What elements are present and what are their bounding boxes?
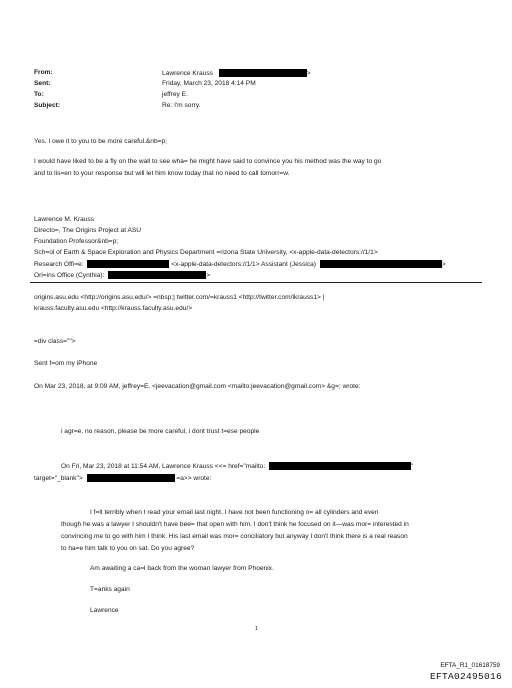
signature-professor: Foundation Professor&nb=p; bbox=[34, 238, 119, 245]
from-value bbox=[162, 69, 311, 78]
quoted-header-2-text: On Fri, Mar 23, 2018 at 11:54 AM, Lawrence Krauss <<= href="mailto: bbox=[61, 462, 266, 470]
redaction-block bbox=[108, 271, 206, 279]
sent-label: Sent: bbox=[34, 80, 51, 87]
message-line-2: though he was a lawyer I shouldn't have bee= that open with him. I don't think he focused on it—was mor= interested in bbox=[61, 521, 409, 528]
message-line-1: I f=lt terribly when I read your email last night. I have not been functioning o= all cylinders and even bbox=[90, 509, 379, 516]
to-label: To: bbox=[34, 91, 44, 98]
redaction-block bbox=[269, 462, 414, 470]
body-paragraph-2a: I would have liked to be a fly on the wall to see wha= he might have said to convince you his method was the way to go bbox=[34, 158, 382, 165]
redaction-block bbox=[320, 260, 442, 268]
target-blank-text: target="_blank"> bbox=[34, 474, 83, 482]
reply-message: i agr=e, no reason, please be more careful, i dont trust t=ese people bbox=[61, 428, 260, 435]
quoted-header-1: On Mar 23, 2018, at 9:09 AM, jeffrey=E. <jeevacation@gmail.com <mailto:jeevacation@gmail.com> &g=; wrote: bbox=[34, 383, 361, 390]
signature-school: Sch=ol of Earth & Space Exploration and Physics Department =rizona State University, <x-apple-data-detectors://1/1> bbox=[34, 249, 378, 256]
body-paragraph-1: Yes. I owe it to you to be more careful.&nb=p; bbox=[34, 138, 167, 145]
assistant-tail: > bbox=[441, 260, 446, 268]
message-line-6: T=anks again bbox=[90, 586, 130, 593]
sent-value: Friday, March 23, 2018 4:14 PM bbox=[162, 80, 256, 87]
from-label: From: bbox=[34, 69, 53, 76]
message-signoff: Lawrence bbox=[90, 607, 119, 614]
research-office-label: Research Offi=e: bbox=[34, 260, 84, 268]
subject-value: Re: I'm sorry. bbox=[162, 102, 201, 109]
quoted-header-2-line-1 bbox=[61, 462, 413, 471]
to-value: jeffrey E. bbox=[162, 91, 188, 98]
redaction-block bbox=[219, 69, 307, 77]
signature-divider bbox=[30, 282, 482, 283]
signature-title: Directo=, The Origins Project at ASU bbox=[34, 227, 142, 234]
quoted-header-2-tail: " bbox=[411, 462, 414, 470]
message-line-5: Am awaiting a ca=l back from the woman lawyer from Phoenix. bbox=[90, 565, 274, 572]
message-line-4: to ha=e him talk to you on sat. Do you agree? bbox=[61, 545, 195, 552]
page-number: 1 bbox=[255, 626, 259, 632]
footer-ref-1: EFTA_R1_01618759 bbox=[440, 662, 500, 669]
signature-links-1: origins.asu.edu <http://origins.asu.edu/> =nbsp;| twitter.com/=krauss1 <http://twitter.com/lkrauss1> | bbox=[34, 294, 325, 301]
body-paragraph-2b: and to lis=en to your response but will let him know today that no need to call tomorr=w. bbox=[34, 170, 290, 177]
sent-from-iphone: Sent f=om my iPhone bbox=[34, 360, 98, 367]
signature-origins-office bbox=[34, 271, 210, 280]
assistant-text: <x-apple-data-detectors://1/1> Assistant (Jessica) bbox=[171, 260, 317, 268]
signature-research-office bbox=[34, 260, 446, 269]
redaction-block bbox=[87, 260, 169, 268]
signature-links-2: krauss.faculty.asu.edu <http://krauss.faculty.asu.edu/> bbox=[34, 305, 193, 312]
message-line-3: convincing me to go with him I think. His last email was mor= conciliatory but anyway I don't think there is a real reason bbox=[61, 533, 408, 540]
from-name: Lawrence Krauss bbox=[162, 69, 213, 77]
footer-ref-2: EFTA02495016 bbox=[429, 671, 502, 682]
subject-label: Subject: bbox=[34, 102, 61, 109]
quoted-header-2-line-2 bbox=[34, 474, 211, 483]
wrote-text: =a>> wrote: bbox=[176, 474, 212, 482]
from-tail: > bbox=[306, 69, 311, 77]
origins-office-label: Ori=ins Office (Cynthia): bbox=[34, 271, 105, 279]
origins-office-tail: > bbox=[206, 271, 211, 279]
redaction-block bbox=[87, 474, 175, 482]
div-class-artifact: =div class=""> bbox=[34, 338, 76, 345]
signature-name: Lawrence M. Krauss bbox=[34, 216, 95, 223]
